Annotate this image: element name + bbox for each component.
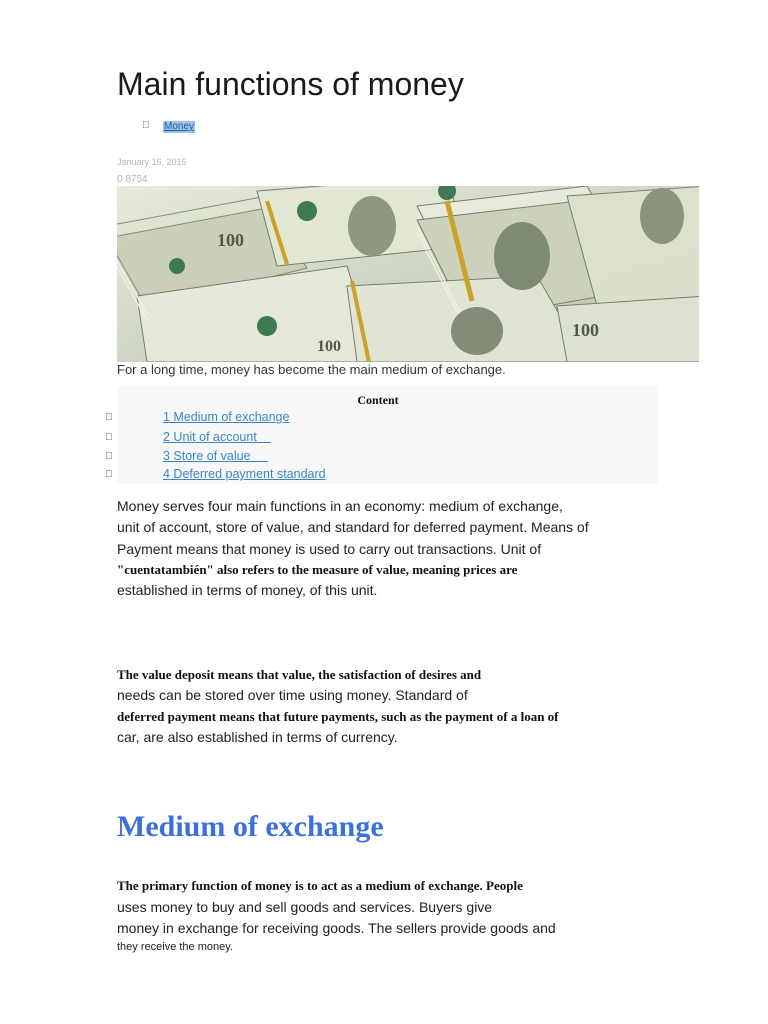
paragraph-line: car, are also established in terms of currency.: [117, 729, 398, 745]
paragraph-line: The primary function of money is to act as a medium of exchange. People: [117, 878, 523, 893]
paragraph-line: needs can be stored over time using money. Standard of: [117, 687, 468, 703]
toc-bullet-icon: [105, 451, 113, 462]
toc-bullet-icon: [105, 432, 113, 443]
post-date: January 16, 2015: [117, 157, 187, 167]
paragraph-line: Payment means that money is used to carry out transactions. Unit of: [117, 541, 542, 557]
toc-title: Content: [357, 393, 399, 407]
paragraph-line: "cuentatambién" also refers to the measure of value, meaning prices are: [117, 562, 518, 577]
image-caption: For a long time, money has become the main medium of exchange.: [117, 362, 506, 377]
svg-text:100: 100: [572, 320, 599, 340]
toc-item: [117, 410, 657, 428]
paragraph-line: money in exchange for receiving goods. The sellers provide goods and: [117, 920, 556, 936]
toc-bullet-icon: [105, 469, 113, 480]
toc-bullet-icon: [105, 412, 113, 423]
toc-item: [117, 449, 657, 467]
page-title: Main functions of money: [117, 66, 464, 102]
category-bullet-icon: [142, 120, 150, 131]
banknote-stacks-illustration: [117, 186, 699, 362]
paragraph-line: they receive the money.: [117, 941, 233, 953]
category-link-money[interactable]: Money: [164, 121, 195, 132]
paragraph-line: established in terms of money, of this unit.: [117, 582, 378, 598]
money-stacks-photo: [117, 186, 699, 362]
toc-link-unit-of-account[interactable]: 2 Unit of account: [163, 430, 271, 444]
section-heading-medium-of-exchange: Medium of exchange: [117, 810, 384, 843]
paragraph-line: The value deposit means that value, the satisfaction of desires and: [117, 667, 482, 682]
paragraph-line: deferred payment means that future payments, such as the payment of a loan of: [117, 709, 559, 724]
view-count: 0 8754: [117, 174, 148, 185]
paragraph-line: Money serves four main functions in an economy: medium of exchange,: [117, 498, 563, 514]
toc-item: [117, 430, 657, 448]
paragraph-line: unit of account, store of value, and standard for deferred payment. Means of: [117, 519, 589, 535]
svg-text:100: 100: [217, 230, 244, 250]
paragraph-line: uses money to buy and sell goods and services. Buyers give: [117, 899, 493, 915]
toc-link-store-of-value[interactable]: 3 Store of value: [163, 449, 268, 463]
toc-link-deferred-payment-standard[interactable]: 4 Deferred payment standard: [163, 467, 326, 481]
table-of-contents: [117, 386, 658, 484]
toc-item: [117, 467, 657, 485]
toc-link-medium-of-exchange[interactable]: 1 Medium of exchange: [163, 410, 290, 424]
svg-text:100: 100: [317, 338, 341, 355]
